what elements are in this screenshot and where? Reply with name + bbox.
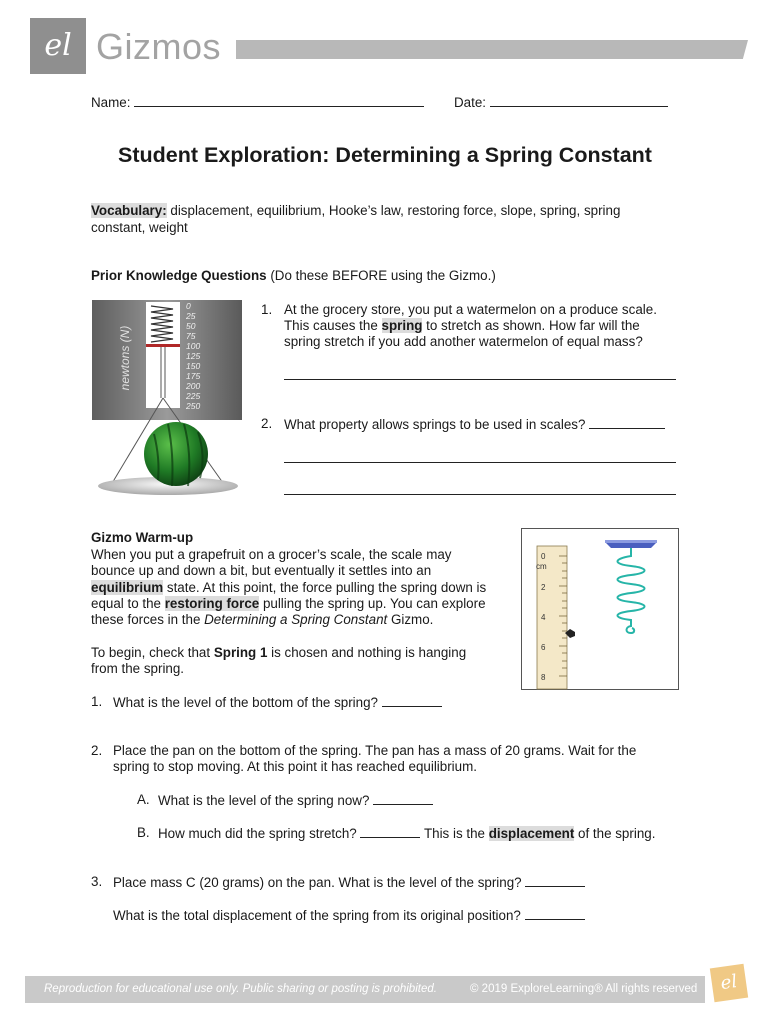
ruler-tick: 2 bbox=[541, 583, 546, 592]
q2a-blank bbox=[373, 792, 433, 805]
q1-text: What is the level of the bottom of the spring? bbox=[113, 694, 442, 712]
term-restoring-force: restoring force bbox=[164, 596, 260, 611]
date-field bbox=[454, 94, 668, 112]
scale-indicator bbox=[146, 344, 180, 347]
pk-q1-line-3: spring stretch if you add another watermelon of equal mass? bbox=[284, 334, 643, 349]
q2b-label: B. bbox=[137, 825, 150, 840]
term-displacement: displacement bbox=[488, 826, 575, 841]
prior-knowledge-heading: Prior Knowledge Questions (Do these BEFORE using the Gizmo.) bbox=[91, 268, 496, 283]
q3-line-1: Place mass C (20 grams) on the pan. What is the level of the spring? bbox=[113, 874, 585, 892]
q1-blank bbox=[382, 694, 442, 707]
scale-tick: 250 bbox=[186, 401, 201, 411]
pk-q2-number: 2. bbox=[261, 416, 273, 431]
scale-tick: 200 bbox=[186, 381, 201, 391]
ruler-tick: 4 bbox=[541, 613, 546, 622]
q2b-blank bbox=[360, 825, 420, 838]
warmup-line-4: equal to the restoring force pulling the spring up. You can explore bbox=[91, 596, 486, 611]
name-blank bbox=[134, 94, 424, 107]
scale-tick: 100 bbox=[186, 341, 201, 351]
term-equilibrium: equilibrium bbox=[91, 580, 164, 595]
warmup-begin-line-1: To begin, check that Spring 1 is chosen and nothing is hanging bbox=[91, 645, 467, 660]
ruler-tick: 0 bbox=[541, 552, 546, 561]
q3-blank-2 bbox=[525, 907, 585, 920]
q2-line-1: Place the pan on the bottom of the spring. The pan has a mass of 20 grams. Wait for the bbox=[113, 743, 637, 758]
warmup-line-3: equilibrium state. At this point, the force pulling the spring down is bbox=[91, 580, 487, 595]
spring-ruler-figure bbox=[521, 528, 679, 690]
q3-number: 3. bbox=[91, 874, 103, 889]
name-label: Name: bbox=[91, 95, 131, 110]
vocabulary-label: Vocabulary: bbox=[91, 203, 167, 218]
date-label: Date: bbox=[454, 95, 487, 110]
pk-q1-line-1: At the grocery store, you put a watermelon on a produce scale. bbox=[284, 302, 657, 317]
q1-number: 1. bbox=[91, 694, 103, 709]
warmup-begin-line-2: from the spring. bbox=[91, 661, 185, 676]
pk-q1-answer-line bbox=[284, 379, 676, 380]
pk-q2-answer-line-2 bbox=[284, 494, 676, 495]
warmup-line-5: these forces in the Determining a Spring Constant Gizmo. bbox=[91, 612, 434, 627]
footer-disclaimer: Reproduction for educational use only. Public sharing or posting is prohibited. bbox=[44, 983, 437, 995]
warmup-line-2: bounce up and down a bit, but eventually it settles into an bbox=[91, 563, 432, 578]
q2a-label: A. bbox=[137, 792, 150, 807]
date-blank bbox=[490, 94, 668, 107]
header-bar bbox=[236, 40, 748, 59]
scale-axis-label: newtons (N) bbox=[118, 325, 132, 391]
q2-line-2: spring to stop moving. At this point it has reached equilibrium. bbox=[113, 759, 477, 774]
scale-tick: 225 bbox=[186, 391, 201, 401]
q2a-text: What is the level of the spring now? bbox=[158, 792, 433, 810]
ruler-unit: cm bbox=[536, 562, 547, 571]
scale-tick: 50 bbox=[186, 321, 196, 331]
scale-tick: 125 bbox=[186, 351, 201, 361]
pk-q2-text: What property allows springs to be used in scales? bbox=[284, 416, 665, 434]
q3-line-2: What is the total displacement of the spring from its original position? bbox=[113, 907, 585, 925]
vocabulary-line-1: Vocabulary: displacement, equilibrium, Hooke’s law, restoring force, slope, spring, spring bbox=[91, 203, 621, 218]
vocabulary-line-2: constant, weight bbox=[91, 220, 188, 235]
scale-tick: 25 bbox=[186, 311, 196, 321]
warmup-line-1: When you put a grapefruit on a grocer’s scale, the scale may bbox=[91, 547, 452, 562]
pk-q2-answer-line-1 bbox=[284, 462, 676, 463]
pk-q1-number: 1. bbox=[261, 302, 273, 317]
page-title: Student Exploration: Determining a Spring Constant bbox=[118, 143, 652, 167]
footer-logo: el bbox=[710, 964, 748, 1002]
scale-tick: 175 bbox=[186, 371, 201, 381]
gizmos-brand: Gizmos bbox=[96, 26, 222, 67]
footer-copyright: © 2019 ExploreLearning® All rights reserved bbox=[470, 983, 698, 995]
q3-blank-1 bbox=[525, 874, 585, 887]
q2-number: 2. bbox=[91, 743, 103, 758]
pk-q1-line-2: This causes the spring to stretch as shown. How far will the bbox=[284, 318, 640, 333]
ruler-tick: 6 bbox=[541, 643, 546, 652]
q2b-text: How much did the spring stretch? This is the displacement of the spring. bbox=[158, 826, 656, 841]
name-field bbox=[91, 94, 424, 112]
pk-q2-blank bbox=[589, 416, 665, 429]
term-spring: spring bbox=[381, 318, 423, 333]
watermelon bbox=[144, 422, 208, 486]
scale-tick: 75 bbox=[186, 331, 196, 341]
explorelearning-logo: el bbox=[30, 18, 86, 74]
scale-tick: 0 bbox=[186, 301, 191, 311]
ruler-tick: 8 bbox=[541, 673, 546, 682]
produce-scale-figure bbox=[88, 298, 248, 508]
scale-tick: 150 bbox=[186, 361, 201, 371]
warmup-heading: Gizmo Warm-up bbox=[91, 530, 194, 545]
